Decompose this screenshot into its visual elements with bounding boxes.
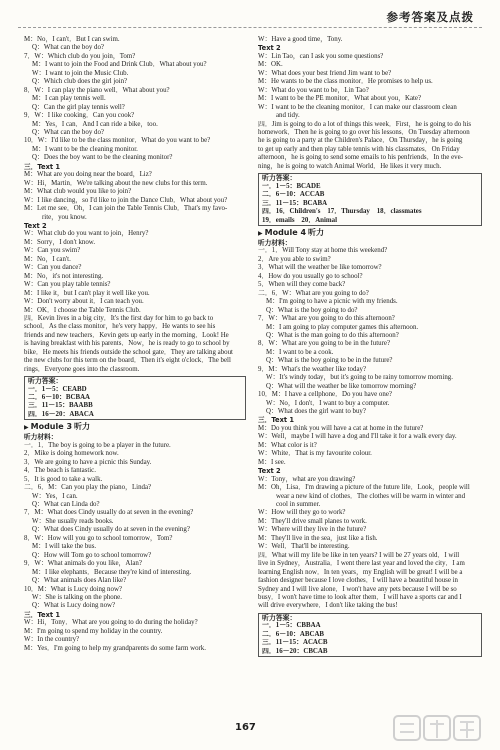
text-line: W：I like dancing，so I'd like to join the Dance Club．What about you? — [24, 196, 228, 204]
text-line: W：Where will they live in the future? — [258, 526, 367, 534]
answer-line: 二．6－10：ACCAB — [262, 191, 325, 199]
text-line: 二．6．W：What are you going to do? — [258, 289, 369, 297]
text-line: W：Can you dance? — [24, 264, 82, 272]
answer-box-heading: 听力答案： — [28, 377, 63, 386]
continuation-line: rite，you know. — [42, 213, 87, 221]
dialogue-line: M：I want to be the cleaning monitor. — [32, 145, 138, 153]
text-line: M：OK．I choose the Table Tennis Club. — [24, 306, 141, 314]
section-heading: 三．Text 1 — [24, 162, 61, 171]
dialogue-line: M：I am going to play computer games this afternoon. — [266, 323, 419, 331]
dialogue-line: Q：Can the girl play tennis well? — [32, 103, 125, 111]
answer-box-heading: 听力答案： — [262, 613, 297, 622]
text-line: M：I want to be the PE monitor．What about you，Kate? — [258, 95, 422, 103]
text-line: 10．M：What is Lucy doing now? — [24, 585, 122, 593]
section-heading: 听力材料： — [24, 433, 58, 442]
dialogue-line: Q：What can the boy do? — [32, 128, 104, 136]
dialogue-line: W：It's windy today，but it's going to be rainy tomorrow morning. — [266, 374, 453, 382]
text-line: 7．W：What are you going to do this afternoon? — [258, 315, 395, 323]
text-line: live in Sydney，Australia．I went there last year and loved the city．I am — [258, 560, 465, 568]
text-line: W：White．That is my favourite colour. — [258, 450, 372, 458]
triangle-icon: ▶ — [258, 229, 263, 237]
text-line: 四．Jim is going to do a lot of things this week．First，he is going to do his — [258, 120, 472, 128]
dialogue-line: M：I like elephants．Because they're kind of interesting. — [32, 568, 192, 576]
text-line: M：No，I can't. — [24, 255, 71, 263]
text-line: will drive everywhere．I don't like taking the bus! — [258, 602, 398, 610]
dialogue-line: M：Yes，I can．And I can ride a bike，too. — [32, 120, 158, 128]
text-line: M：Oh，Lisa．I'm drawing a picture of the future life．Look，people will — [258, 484, 470, 492]
answer-box-heading: 听力答案： — [262, 174, 297, 183]
text-line: M：They'll live in the sea，just like a fish. — [258, 534, 378, 542]
dialogue-line: Q：What does the girl want to buy? — [266, 408, 366, 416]
answer-line: 三．11－15：BCABA — [262, 199, 328, 207]
text-line: bike．He meets his friends outside the school gate．They are talking about — [24, 348, 233, 356]
dialogue-line: Q：How will Tom go to school tomorrow? — [32, 551, 152, 559]
text-line: M：No，it's not interesting. — [24, 272, 104, 280]
module-heading — [24, 422, 246, 433]
dialogue-line: Q：What can Linda do? — [32, 501, 100, 509]
text-line: W：Tony，what are you drawing? — [258, 475, 356, 483]
text-line: rings．Everyone goes into the classroom. — [24, 365, 140, 373]
module-heading — [258, 228, 482, 239]
text-line: ning，he is going to watch Animal World．He likes it very much. — [258, 162, 442, 170]
text-line: 8．W：What are you going to be in the future? — [258, 340, 391, 348]
text-line: busy．I won't have time to look after them．I will have a sports car and I — [258, 594, 462, 601]
dialogue-line: Q：What will the weather be like tomorrow morning? — [266, 382, 417, 390]
text-line: W：What does your best friend Jim want to be? — [258, 69, 392, 77]
text-line: M：Yes．I'm going to help my grandparents do some farm work. — [24, 644, 206, 652]
text-line: 8．W：I can play the piano well．What about you? — [24, 86, 170, 94]
text-line: M：Let me see．Oh，I can join the Table Tennis Club．That's my favo- — [24, 205, 228, 213]
section-heading: Text 2 — [258, 44, 281, 53]
dialogue-line: Q：What is the boy going to do? — [266, 306, 358, 314]
text-line: M：He wants to be the class monitor．He promises to help us. — [258, 78, 433, 86]
text-line: 7．M：What does Cindy usually do at seven in the evening? — [24, 509, 194, 517]
text-line: W：Don't worry about it．I can teach you. — [24, 298, 144, 306]
text-line: W：Have a good time，Tony. — [258, 36, 343, 43]
page-number: 167 — [235, 722, 256, 733]
text-line: W：Well，maybe I will have a dog and I'll take it for a walk every day. — [258, 433, 457, 441]
text-line: afternoon，he is going to send some emails to his penfriends．In the eve- — [258, 154, 463, 162]
section-heading: 三．Text 1 — [258, 416, 295, 425]
text-line: fashion designer because I love clothes．I will have a beautiful house in — [258, 577, 458, 585]
text-line: M：OK. — [258, 61, 283, 69]
module-title: Module 3 — [30, 422, 73, 432]
text-line: friends and new teachers．Kevin gets up early in the morning．Look! He — [24, 331, 229, 339]
dialogue-line: M：I will take the bus. — [32, 543, 97, 551]
text-line: M：What color is it? — [258, 441, 317, 449]
text-line: M：What are you doing near the board，Liz? — [24, 171, 152, 179]
dialogue-line: M：I can play tennis well. — [32, 95, 106, 103]
text-line: homework．Then he is going to go over his lessons．On Tuesday afternoon — [258, 128, 470, 136]
section-heading: Text 2 — [258, 467, 281, 476]
text-line: 10．M：I have a cellphone．Do you have one? — [258, 391, 392, 399]
text-line: 四．Kevin lives in a big city．It's the first day for him to go back to — [24, 314, 214, 322]
text-line: 四．What will my life be like in ten years? I will be 27 years old．I will — [258, 551, 460, 559]
text-line: is having breakfast with his parents．Now，he is ready to go to school by — [24, 340, 230, 348]
dialogue-line: Q：What animals does Alan like? — [32, 577, 127, 585]
answer-line: 一．1－5：CEABD — [28, 385, 87, 393]
answer-line: 二．6－10：ABCAB — [262, 630, 325, 638]
text-line: 4．The beach is fantastic. — [24, 467, 96, 475]
text-line: 9．W：What animals do you like，Alan? — [24, 560, 142, 568]
dialogue-line: M：I'm going to have a picnic with my friends. — [266, 298, 398, 306]
text-line: M：I'm going to spend my holiday in the country. — [24, 627, 163, 635]
section-heading: 三．Text 1 — [24, 610, 61, 619]
answer-line: 一．1－5：BCADE — [262, 182, 321, 190]
text-line: W：Hi，Martin．We're talking about the new clubs for this term. — [24, 179, 208, 187]
answer-line: 二．6－10：BCBAA — [28, 394, 91, 402]
continuation-line: and tidy. — [276, 112, 300, 120]
text-line: Sydney and I will live alone．I won't have any pets because I will be so — [258, 585, 457, 593]
text-line: M：They'll drive small planes to work. — [258, 517, 367, 525]
answer-line: 四．16－20：ABACA — [28, 410, 94, 418]
text-line: 4．How do you usually go to school? — [258, 272, 363, 280]
text-line: 3．We are going to have a picnic this Sunday. — [24, 458, 152, 466]
continuation-line: wear a new kind of clothes．The clothes will be warm in winter and — [276, 492, 466, 500]
module-title: Module 4 — [264, 227, 307, 237]
text-line: M：I like it，but I can't play it well like you. — [24, 289, 150, 297]
text-line: M：I see. — [258, 458, 286, 466]
dialogue-line: M：I want to join the Food and Drink Club．What about you? — [32, 61, 207, 69]
answer-line: 三．11－15：ACACB — [262, 639, 328, 647]
dialogue-line: W：No，I don't．I want to buy a computer. — [266, 399, 390, 407]
answer-line: 四．16－20：CBCAB — [262, 647, 328, 655]
text-line: 2．Are you able to swim? — [258, 255, 331, 263]
dialogue-line: Q：What does Cindy usually do at seven in the evening? — [32, 526, 190, 534]
answer-line: 19．emails 20．Animal — [262, 216, 338, 224]
header-title: 参考答案及点拨 — [386, 10, 474, 24]
dialogue-line: W：She usually reads books. — [32, 517, 114, 525]
right-column — [258, 36, 482, 659]
header-divider — [18, 27, 482, 28]
section-heading: Text 2 — [24, 221, 47, 230]
text-line: 5．When will they come back? — [258, 281, 346, 289]
answer-box — [258, 173, 482, 226]
page-header — [0, 0, 500, 30]
text-line: 5．It is good to take a walk. — [24, 475, 103, 483]
text-line: 3．What will the weather be like tomorrow? — [258, 264, 382, 272]
dialogue-line: Q：Which club does the girl join? — [32, 78, 128, 86]
text-line: 9．W：I like cooking．Can you cook? — [24, 112, 135, 120]
text-line: learning English now．In ten years，my English will be great! I will be a — [258, 568, 463, 576]
triangle-icon: ▶ — [24, 424, 29, 432]
section-heading: 听力材料： — [258, 238, 292, 247]
text-line: 一．1．The boy is going to be a player in the future. — [24, 441, 171, 449]
dialogue-line: Q：What is the man going to do this afternoon? — [266, 331, 399, 339]
text-line: he is going to a party at the Children's Palace．On Thursday，he is going — [258, 137, 463, 145]
text-line: W：Can you play table tennis? — [24, 281, 111, 289]
text-line: M：Do you think you will have a cat at home in the future? — [258, 424, 424, 432]
text-line: W：How will they go to work? — [258, 509, 346, 517]
dialogue-line: M：I want to be a cook. — [266, 348, 334, 356]
left-column — [24, 36, 246, 653]
dialogue-line: Q：What is Lucy doing now? — [32, 602, 116, 610]
module-label: 听力 — [74, 422, 91, 432]
answer-line: 三．11－15：BAABB — [28, 402, 93, 410]
module-label: 听力 — [308, 227, 325, 237]
dialogue-line: Q：What can the boy do? — [32, 44, 104, 52]
text-line: school．As the class monitor，he's very happy．He wants to see his — [24, 323, 216, 331]
answer-line: 一．1－5：CBBAA — [262, 622, 321, 630]
dialogue-line: W：She is talking on the phone. — [32, 594, 122, 601]
text-line: 10．W：I'd like to be the class monitor．What do you want to be? — [24, 137, 211, 145]
text-line: M：What club would you like to join? — [24, 188, 132, 196]
text-line: W：Well．That'll be interesting. — [258, 543, 350, 551]
text-line: W：In the country? — [24, 636, 80, 644]
text-line: 8．W：How will you go to school tomorrow，Tom? — [24, 534, 173, 542]
text-line: 二．6．M：Can you play the piano，Linda? — [24, 484, 152, 492]
text-line: to get up early and then play table tennis with his classmates．On Friday — [258, 145, 460, 153]
text-line: W：Lin Tao，can I ask you some questions? — [258, 52, 384, 60]
answer-box — [24, 376, 246, 420]
text-line: M：Sorry，I don't know. — [24, 238, 96, 246]
text-line: M：No，I can't．But I can swim. — [24, 36, 120, 43]
dialogue-line: Q：Does the boy want to be the cleaning monitor? — [32, 154, 173, 162]
text-line: 2．Mike is doing homework now. — [24, 450, 119, 458]
text-line: 7．W：Which club do you join，Tom? — [24, 52, 136, 60]
dialogue-line: W：Yes，I can. — [32, 492, 78, 500]
text-line: W：What club do you want to join，Henry? — [24, 230, 149, 238]
dialogue-line: Q：What is the boy going to be in the future? — [266, 357, 393, 365]
text-line: W：I want to be the cleaning monitor．I can make our classroom clean — [258, 103, 457, 111]
dialogue-line: W：I want to join the Music Club. — [32, 69, 129, 77]
text-line: W：What do you want to be，Lin Tao? — [258, 86, 369, 94]
text-line: W：Can you swim? — [24, 247, 81, 255]
continuation-line: cool in summer. — [276, 501, 321, 509]
watermark-logo — [392, 712, 482, 744]
text-line: 一．1．Will Tony stay at home this weekend? — [258, 247, 388, 255]
answer-line: 四．16．Children's 17．Thursday 18．classmates — [262, 208, 422, 216]
text-line: the new clubs for this term on the board．Then it's eight o'clock．The bell — [24, 357, 231, 365]
text-line: 9．M：What's the weather like today? — [258, 365, 367, 373]
answer-box — [258, 613, 482, 657]
text-line: W：Hi，Tony．What are you going to do during the holiday? — [24, 619, 198, 627]
